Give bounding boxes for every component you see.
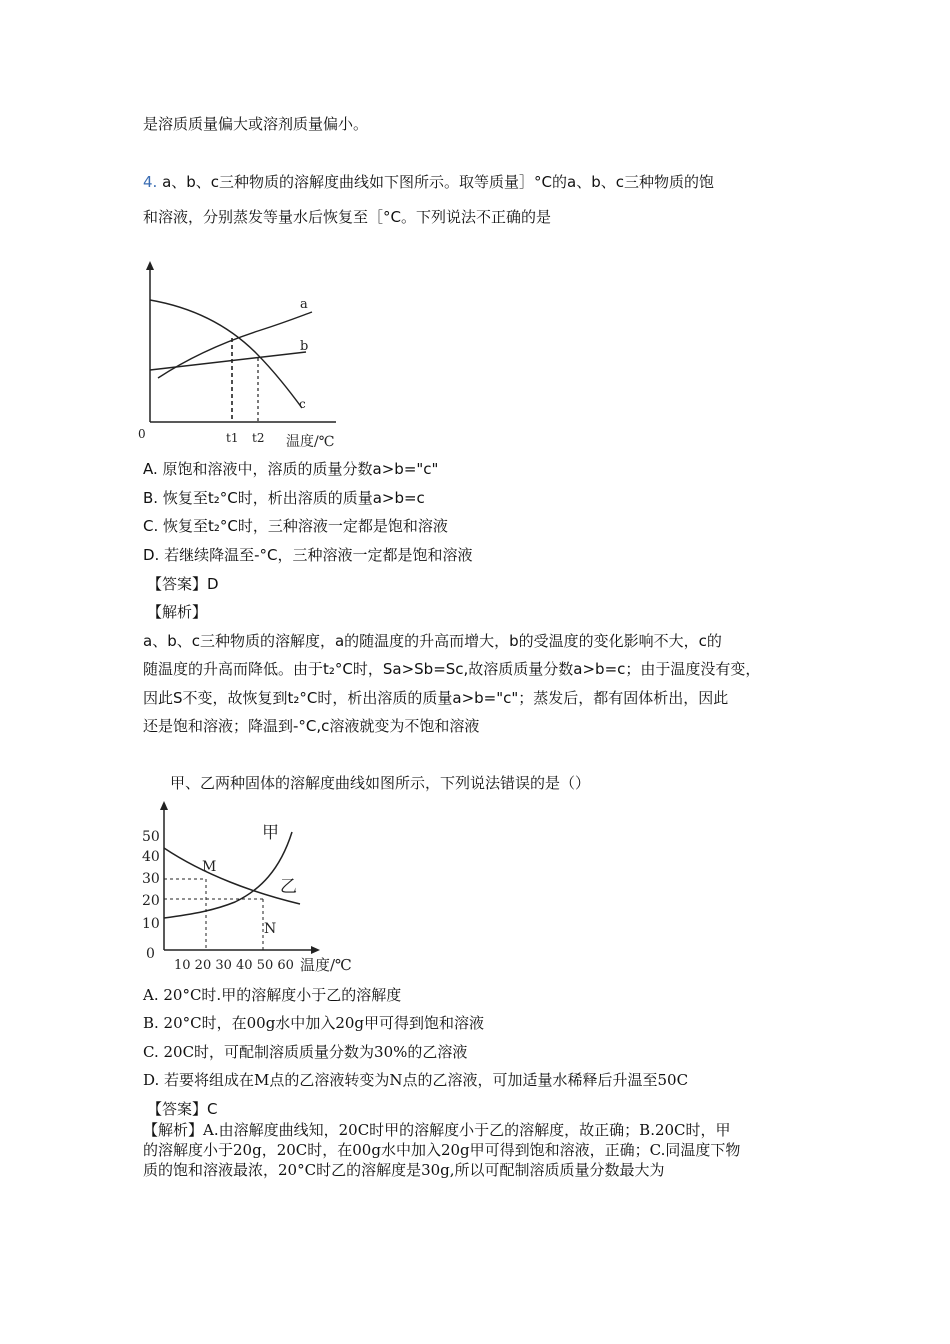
q5-x-label: 温度/℃ [300,956,352,974]
q4-stem-line1 [143,172,714,192]
q4-answer: 【答案】D [147,575,219,593]
q5-ytick-40: 40 [142,849,160,865]
q5-point-m: M [202,859,217,875]
previous-text-line: 是溶质质量偏大或溶剂质量偏小。 [143,115,369,133]
q5-label-yi: 乙 [280,877,297,897]
q4-solubility-chart [136,258,346,452]
q5-point-n: N [264,921,277,937]
q5-x-ticks: 10 20 30 40 50 60 [174,958,294,973]
q5-analysis-line3: 质的饱和溶液最浓，20°C时乙的溶解度是30g,所以可配制溶质质量分数最大为 [143,1161,665,1179]
q4-stem-line2: 和溶液，分别蒸发等量水后恢复至［°C。下列说法不正确的是 [143,208,551,226]
q5-ytick-10: 10 [142,916,160,932]
q5-option-c: C. 20C时，可配制溶质质量分数为30%的乙溶液 [143,1043,468,1061]
q4-tick-t1: t1 [226,431,239,445]
q4-option-c: C. 恢复至t₂°C时，三种溶液一定都是饱和溶液 [143,517,448,535]
q5-solubility-chart [140,800,360,975]
q4-number: 4. [143,173,158,191]
q4-curve-a [158,312,312,378]
q5-option-b: B. 20°C时，在00g水中加入20g甲可得到饱和溶液 [143,1014,485,1032]
q5-answer: 【答案】C [147,1100,218,1118]
q4-analysis-line1: a、b、c三种物质的溶解度，a的随温度的升高而增大，b的受温度的变化影响不大，c的 [143,632,722,650]
q4-analysis-line2: 随温度的升高而降低。由于t₂°C时，Sa>Sb=Sc,故溶质质量分数a>b=c；由于温度没有变， [143,660,761,678]
q5-ytick-20: 20 [142,893,160,909]
q4-curve-b [150,352,306,370]
q4-option-d: D. 若继续降温至-°C，三种溶液一定都是饱和溶液 [143,546,473,564]
q4-analysis-line4: 还是饱和溶液；降温到-°C,c溶液就变为不饱和溶液 [143,717,480,735]
q4-curve-c [150,300,302,408]
q4-y-arrow-icon [146,261,154,270]
q4-label-c: c [299,397,306,411]
q4-label-a: a [300,297,308,312]
q5-analysis-line2: 的溶解度小于20g，20C时，在00g水中加入20g甲可得到饱和溶液，正确；C.同温度下物 [143,1141,741,1159]
q4-option-a: A. 原饱和溶液中，溶质的质量分数a>b="c" [143,460,439,478]
q4-analysis-title: 【解析】 [147,603,208,621]
q5-y-arrow-icon [160,801,168,810]
q5-ytick-0: 0 [146,946,155,962]
q4-analysis-line3: 因此S不变，故恢复到t₂°C时，析出溶质的质量a>b="c"；蒸发后，都有固体析出，因此 [143,689,729,707]
q5-x-arrow-icon [311,946,320,954]
q4-stem-text: a、b、c三种物质的溶解度曲线如下图所示。取等质量］°C的a、b、c三种物质的饱 [162,173,714,191]
q4-origin-label: 0 [138,427,146,441]
q4-option-b: B. 恢复至t₂°C时，析出溶质的质量a>b=c [143,489,425,507]
q5-curve-jia [164,832,292,918]
q4-label-b: b [300,339,309,354]
q5-analysis-line1: 【解析】A.由溶解度曲线知，20C时甲的溶解度小于乙的溶解度，故正确；B.20C时，甲 [143,1121,731,1139]
q4-x-label: 温度/℃ [286,434,335,450]
q5-option-d: D. 若要将组成在M点的乙溶液转变为N点的乙溶液，可加适量水稀释后升温至50C [143,1071,689,1089]
q4-tick-t2: t2 [252,431,265,445]
q5-ytick-30: 30 [142,871,160,887]
q5-stem: 甲、乙两种固体的溶解度曲线如图所示，下列说法错误的是（） [170,774,591,792]
q5-option-a: A. 20°C时.甲的溶解度小于乙的溶解度 [143,986,402,1004]
q5-label-jia: 甲 [262,823,279,843]
q5-ytick-50: 50 [142,829,160,845]
